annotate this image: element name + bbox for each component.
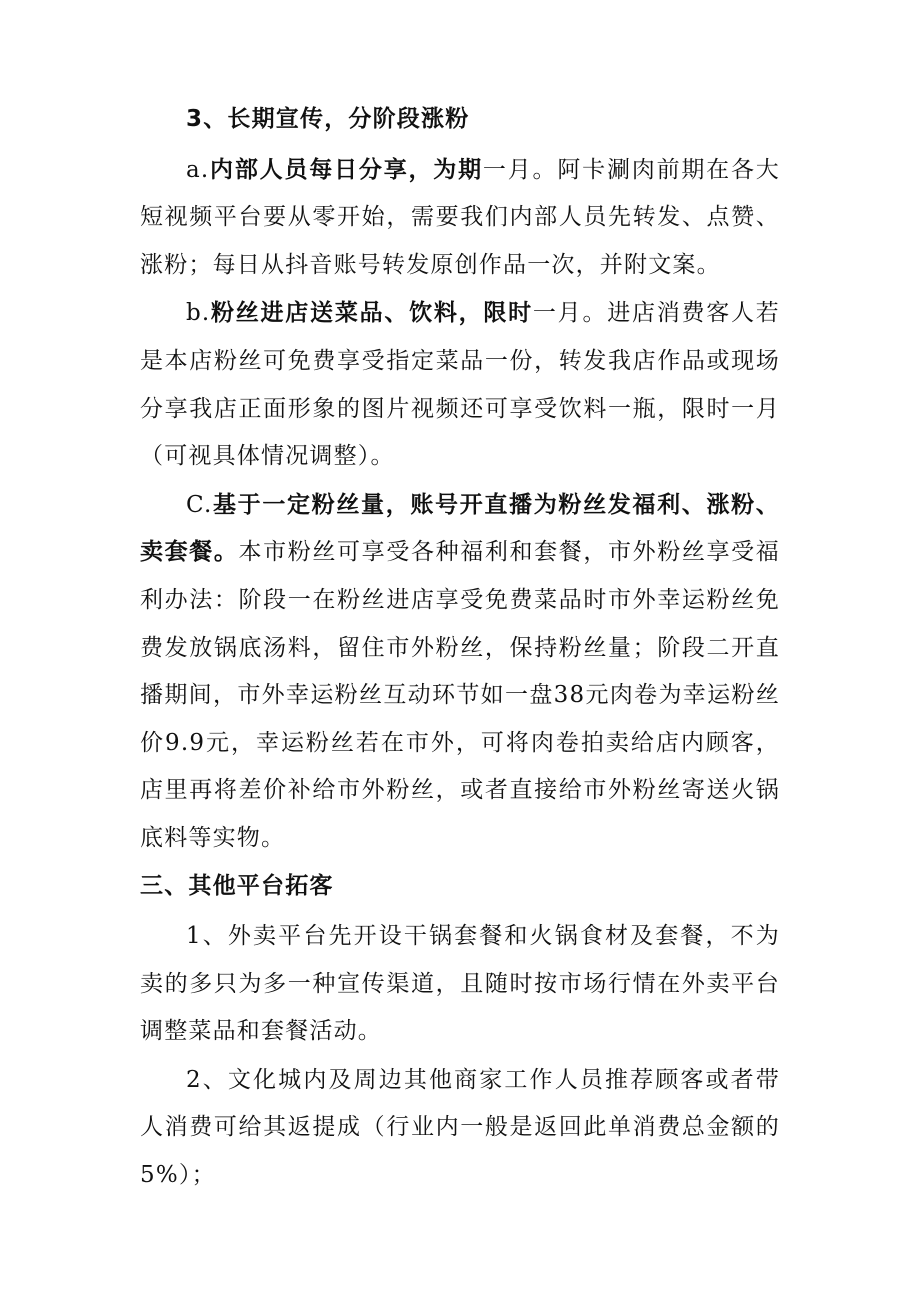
subsection-heading-3-text: 3、长期宣传，分阶段涨粉 bbox=[186, 106, 470, 132]
section-heading-3-text: 三、其他平台拓客 bbox=[140, 872, 334, 899]
paragraph-a-bold: 内部人员每日分享，为期 bbox=[209, 156, 483, 183]
list-item-1: 1、外卖平台先开设干锅套餐和火锅食材及套餐，不为卖的多只为多一种宣传渠道，且随时按市场行情在外卖平台调整菜品和套餐活动。 bbox=[140, 923, 780, 1045]
paragraph-a bbox=[140, 147, 780, 290]
paragraph-b-bold: 粉丝进店送菜品、饮料，限时 bbox=[210, 300, 533, 327]
paragraph-c-bold: 基于一定粉丝量，账号开直播为粉丝发福利、涨粉、卖套餐。 bbox=[140, 491, 780, 566]
section-heading-3 bbox=[140, 863, 780, 911]
paragraph-c-label: C. bbox=[186, 491, 213, 518]
paragraph-a-label: a. bbox=[186, 156, 210, 183]
subsection-heading-3 bbox=[140, 96, 780, 144]
paragraph-c bbox=[140, 482, 780, 863]
list-item-2: 2、文化城内及周边其他商家工作人员推荐顾客或者带人消费可给其返提成（行业内一般是返回此单消费总金额的5%）； bbox=[140, 1066, 780, 1189]
paragraph-b-label: b. bbox=[186, 300, 211, 327]
paragraph-a-text: 一月。阿卡涮肉前期在各大短视频平台要从零开始，需要我们内部人员先转发、点赞、涨粉；每日从抖音账号转发原创作品一次，并附文案。 bbox=[140, 156, 780, 278]
paragraph-b-text: 一月。进店消费客人若是本店粉丝可免费享受指定菜品一份，转发我店作品或现场分享我店正面形象的图片视频还可享受饮料一瓶，限时一月（可视具体情况调整）。 bbox=[140, 300, 780, 470]
paragraph-b bbox=[140, 290, 780, 480]
paragraph-c-text: 本市粉丝可享受各种福利和套餐，市外粉丝享受福利办法：阶段一在粉丝进店享受免费菜品时市外幸运粉丝免费发放锅底汤料，留住市外粉丝，保持粉丝量；阶段二开直播期间，市外幸运粉丝互动环节如一盘38元肉卷为幸运粉丝价9.9元，幸运粉丝若在市外，可将肉卷拍卖给店内顾客，店里再将差价补给市外粉丝，或者直接给市外粉丝寄送火锅底料等实物。 bbox=[140, 539, 780, 851]
document-page bbox=[140, 96, 780, 1200]
